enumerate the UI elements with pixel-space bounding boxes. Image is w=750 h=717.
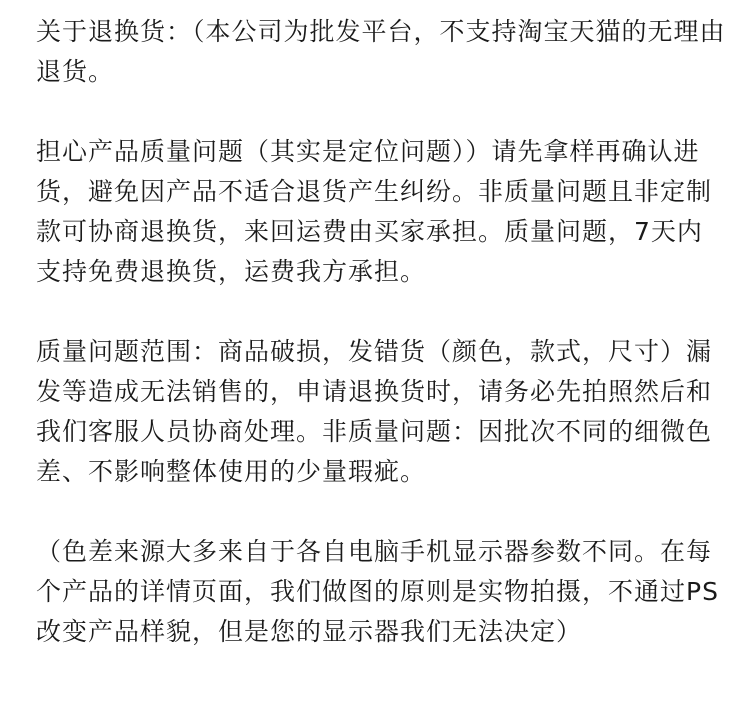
return-policy-paragraph: 关于退换货：（本公司为批发平台，不支持淘宝天猫的无理由退货。	[36, 17, 726, 86]
policy-document	[36, 12, 726, 652]
color-difference-paragraph: （色差来源大多来自于各自电脑手机显示器参数不同。在每个产品的详情页面，我们做图的原则是实物拍摄，不通过PS改变产品样貌，但是您的显示器我们无法决定）	[36, 537, 719, 646]
quality-scope-paragraph: 质量问题范围：商品破损，发错货（颜色，款式，尺寸）漏发等造成无法销售的，申请退换货时，请务必先拍照然后和我们客服人员协商处理。非质量问题：因批次不同的细微色差、不影响整体使用的少量瑕疵。	[36, 337, 713, 486]
quality-concern-paragraph: 担心产品质量问题（其实是定位问题））请先拿样再确认进货，避免因产品不适合退货产生纠纷。非质量问题且非定制款可协商退换货，来回运费由买家承担。质量问题，7天内支持免费退换货，运费我方承担。	[36, 137, 713, 286]
